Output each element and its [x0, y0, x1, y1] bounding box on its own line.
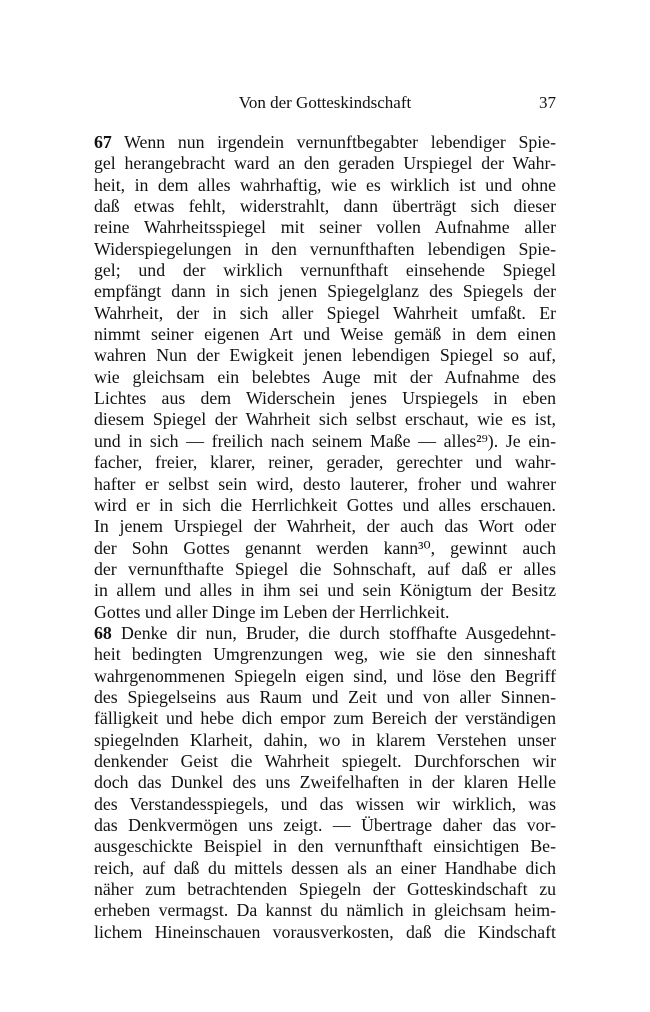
text-line: [94, 431, 556, 452]
line-text: Wahrheit, der in sich aller Spiegel Wahrheit umfaßt. Er: [94, 302, 556, 323]
text-line: [94, 644, 556, 665]
text-line: [94, 666, 556, 687]
line-text: daß etwas fehlt, widerstrahlt, dann überträgt sich dieser: [94, 196, 556, 217]
text-line: [94, 175, 556, 196]
text-line: [94, 623, 556, 644]
text-line: [94, 153, 556, 174]
line-text: Denke dir nun, Bruder, die durch stoffhafte Ausgedehnt-: [121, 622, 556, 643]
text-line: [94, 474, 556, 495]
text-line: [94, 217, 556, 238]
line-text: spiegelnden Klarheit, dahin, wo in klarem Verstehen unser: [94, 729, 556, 750]
line-text: in allem und alles in ihm sei und sein Königtum der Besitz: [94, 580, 556, 601]
text-line: [94, 516, 556, 537]
line-text: In jenem Urspiegel der Wahrheit, der auch das Wort oder: [94, 516, 556, 537]
text-line: [94, 538, 556, 559]
line-text: Gottes und aller Dinge im Leben der Herrlichkeit.: [94, 601, 450, 622]
line-text: doch das Dunkel des uns Zweifelhaften in der klaren Helle: [94, 772, 556, 793]
paragraph-number: 67: [94, 132, 112, 152]
line-text: des Verstandesspiegels, und das wissen wir wirklich, was: [94, 793, 556, 814]
text-line: [94, 260, 556, 281]
line-text: heit bedingten Umgrenzungen weg, wie sie den sinneshaft: [94, 644, 556, 665]
text-line: [94, 388, 556, 409]
text-line: [94, 751, 556, 772]
line-text: das Denkvermögen uns zeigt. — Übertrage daher das vor-: [94, 815, 556, 835]
text-line: [94, 409, 556, 430]
line-text: lichem Hineinschauen vorausverkosten, daß die Kindschaft: [94, 921, 556, 942]
text-line: [94, 772, 556, 793]
page-number: 37: [539, 93, 556, 112]
line-text: erheben vermagst. Da kannst du nämlich in gleichsam heim-: [94, 900, 556, 921]
line-text: gel; und der wirklich vernunfthaft einsehende Spiegel: [94, 260, 556, 281]
text-line: [94, 559, 556, 580]
running-header: [94, 92, 556, 114]
text-line: [94, 196, 556, 217]
line-text: facher, freier, klarer, reiner, gerader, gerechter und wahr-: [94, 452, 556, 473]
line-text: wahrgenommenen Spiegeln eigen sind, und löse den Begriff: [94, 665, 556, 686]
text-line: [94, 345, 556, 366]
text-line: [94, 922, 556, 943]
body-text: [94, 132, 556, 943]
text-line: [94, 303, 556, 324]
text-line: [94, 730, 556, 751]
line-text: ausgeschickte Beispiel in den vernunfthaft einsichtigen Be-: [94, 836, 556, 857]
line-text: empfängt dann in sich jenen Spiegelglanz des Spiegels der: [94, 281, 556, 302]
line-text: Wenn nun irgendein vernunftbegabter lebendiger Spie-: [124, 132, 556, 152]
text-line: [94, 687, 556, 708]
line-text: des Spiegelseins aus Raum und Zeit und von aller Sinnen-: [94, 686, 556, 707]
line-text: heit, in dem alles wahrhaftig, wie es wirklich ist und ohne: [94, 174, 556, 195]
line-text: wahren Nun der Ewigkeit jenen lebendigen Spiegel so auf,: [94, 345, 556, 366]
line-text: der vernunfthafte Spiegel die Sohnschaft, auf daß er alles: [94, 558, 556, 579]
line-text: Widerspiegelungen in den vernunfthaften lebendigen Spie-: [94, 238, 556, 259]
line-text: wird er in sich die Herrlichkeit Gottes und alles erschauen.: [94, 494, 556, 515]
line-text: wie gleichsam ein belebtes Auge mit der Aufnahme des: [94, 366, 556, 387]
text-line: [94, 794, 556, 815]
line-text: fälligkeit und hebe dich empor zum Bereich der verständigen: [94, 708, 556, 729]
line-text: denkender Geist die Wahrheit spiegelt. Durchforschen wir: [94, 750, 556, 771]
line-text: und in sich — freilich nach seinem Maße — alles²⁹). Je ein-: [94, 430, 556, 451]
line-text: der Sohn Gottes genannt werden kann³⁰, gewinnt auch: [94, 537, 556, 558]
text-line: [94, 132, 556, 153]
text-line: [94, 580, 556, 601]
line-text: Lichtes aus dem Widerschein jenes Urspiegels in eben: [94, 388, 556, 409]
line-text: gel herangebracht ward an den geraden Urspiegel der Wahr-: [94, 153, 556, 174]
text-line: [94, 495, 556, 516]
text-line: [94, 836, 556, 857]
line-text: diesem Spiegel der Wahrheit sich selbst erschaut, wie es ist,: [94, 409, 556, 430]
text-line: [94, 602, 556, 623]
line-text: näher zum betrachtenden Spiegeln der Gotteskindschaft zu: [94, 879, 556, 900]
running-title: Von der Gotteskindschaft: [238, 93, 412, 112]
paragraph-number: 68: [94, 622, 112, 643]
text-line: [94, 708, 556, 729]
line-text: reine Wahrheitsspiegel mit seiner vollen Aufnahme aller: [94, 217, 556, 238]
text-line: [94, 452, 556, 473]
text-line: [94, 815, 556, 836]
text-line: [94, 281, 556, 302]
line-text: reich, auf daß du mittels dessen als an einer Handhabe dich: [94, 857, 556, 878]
text-line: [94, 239, 556, 260]
text-line: [94, 900, 556, 921]
line-text: nimmt seiner eigenen Art und Weise gemäß in dem einen: [94, 324, 556, 345]
text-line: [94, 324, 556, 345]
line-text: hafter er selbst sein wird, desto lauterer, froher und wahrer: [94, 473, 556, 494]
text-line: [94, 879, 556, 900]
text-line: [94, 858, 556, 879]
text-line: [94, 367, 556, 388]
